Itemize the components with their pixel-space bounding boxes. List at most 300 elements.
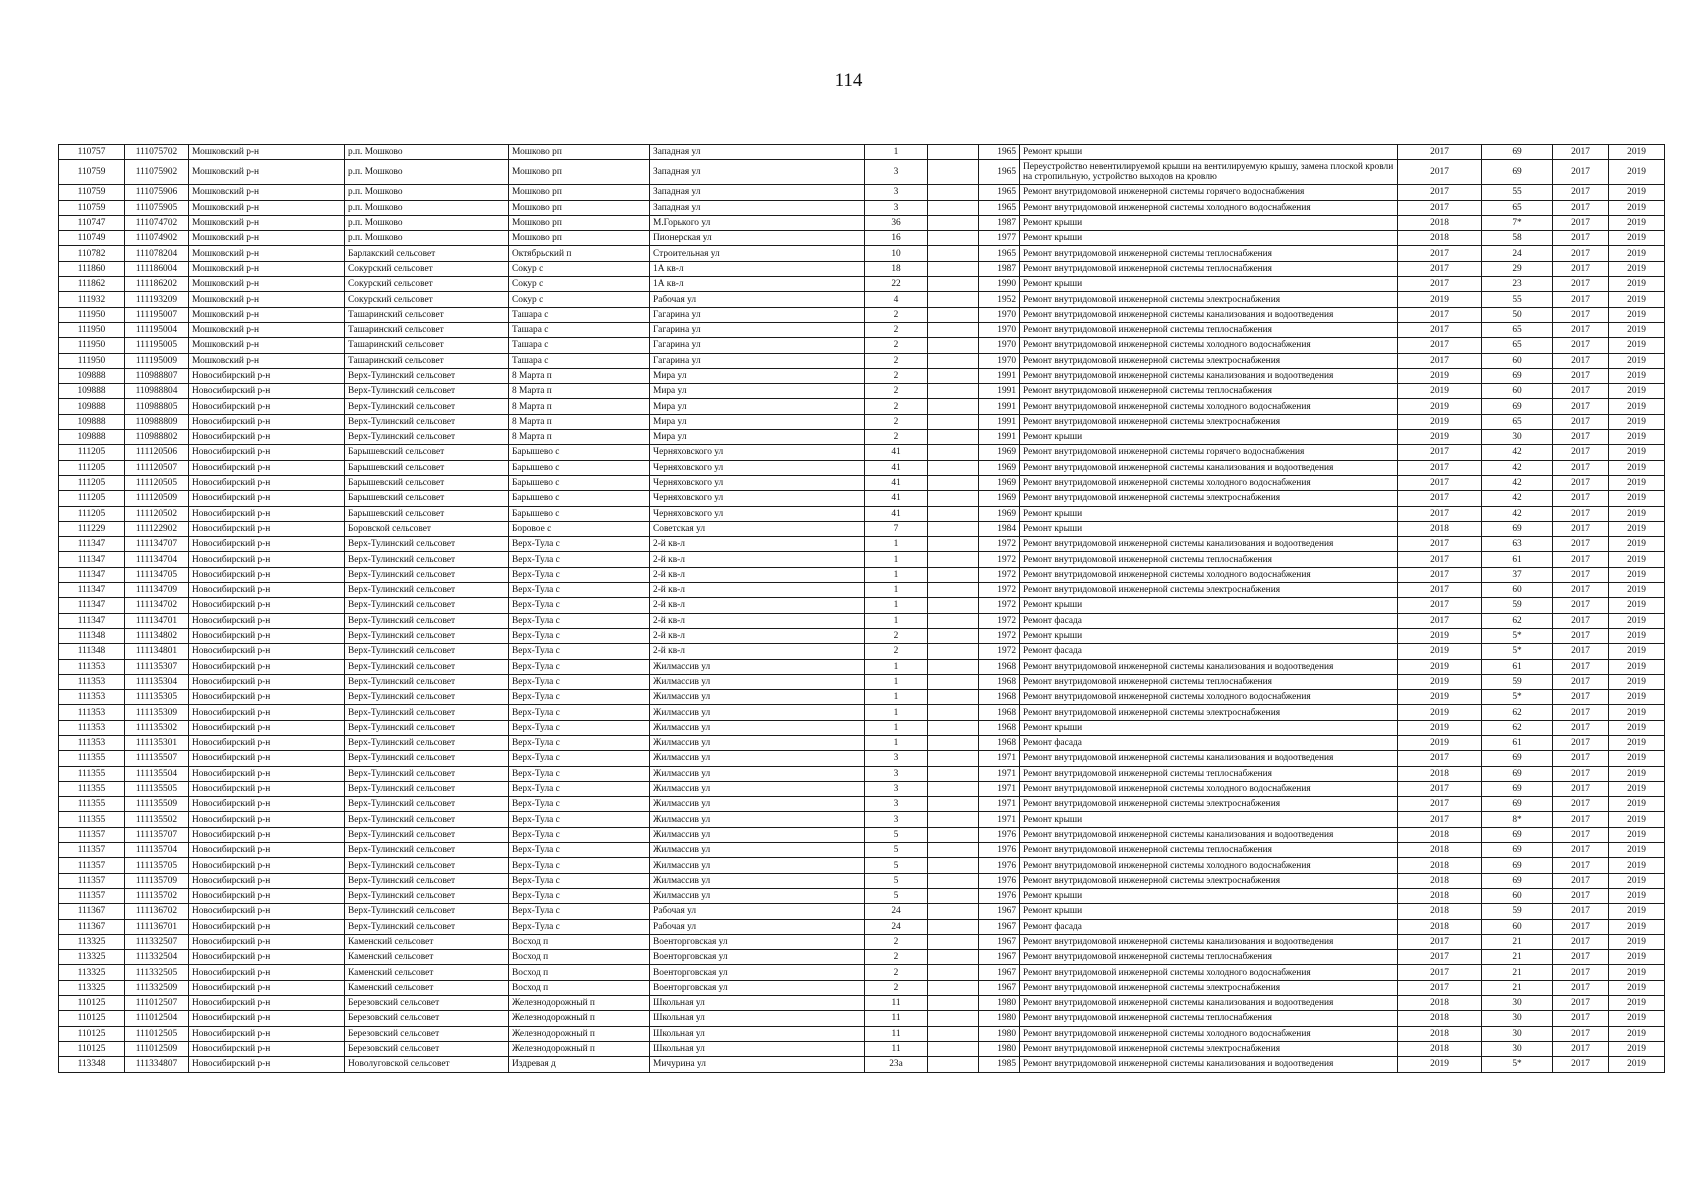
cell-build-year: 1972 bbox=[979, 613, 1020, 628]
cell-period-start: 2017 bbox=[1553, 1057, 1609, 1072]
cell-house-number: 5 bbox=[865, 827, 928, 842]
cell-district: Новосибирский р-н bbox=[189, 399, 345, 414]
cell-work-id: 111120509 bbox=[125, 491, 189, 506]
cell-building bbox=[928, 231, 979, 246]
cell-street: Школьная ул bbox=[650, 996, 865, 1011]
cell-settlement: Ташара с bbox=[509, 338, 650, 353]
cell-district: Новосибирский р-н bbox=[189, 567, 345, 582]
cell-house-id: 113325 bbox=[59, 934, 125, 949]
cell-plan-year: 2019 bbox=[1398, 690, 1482, 705]
cell-plan-year: 2019 bbox=[1398, 384, 1482, 399]
table-row bbox=[59, 950, 1665, 965]
cell-house-id: 111205 bbox=[59, 445, 125, 460]
cell-plan-year: 2018 bbox=[1398, 996, 1482, 1011]
cell-building bbox=[928, 628, 979, 643]
cell-building bbox=[928, 261, 979, 276]
cell-building bbox=[928, 552, 979, 567]
cell-work-type: Ремонт внутридомовой инженерной системы теплоснабжения bbox=[1020, 950, 1398, 965]
cell-house-number: 2 bbox=[865, 368, 928, 383]
cell-plan-year: 2018 bbox=[1398, 766, 1482, 781]
cell-municipality: Сокурский сельсовет bbox=[345, 277, 509, 292]
cell-settlement: Ташара с bbox=[509, 322, 650, 337]
cell-period-start: 2017 bbox=[1553, 537, 1609, 552]
cell-period-end: 2019 bbox=[1609, 888, 1665, 903]
cell-period-start: 2017 bbox=[1553, 812, 1609, 827]
cell-house-id: 113325 bbox=[59, 950, 125, 965]
cell-settlement: Верх-Тула с bbox=[509, 583, 650, 598]
cell-street: Жилмассив ул bbox=[650, 751, 865, 766]
cell-work-type: Ремонт внутридомовой инженерной системы канализования и водоотведения bbox=[1020, 827, 1398, 842]
cell-wear-percent: 50 bbox=[1482, 307, 1553, 322]
cell-build-year: 1980 bbox=[979, 1026, 1020, 1041]
cell-building bbox=[928, 215, 979, 230]
cell-building bbox=[928, 185, 979, 200]
cell-plan-year: 2017 bbox=[1398, 781, 1482, 796]
cell-build-year: 1967 bbox=[979, 965, 1020, 980]
cell-municipality: Верх-Тулинский сельсовет bbox=[345, 888, 509, 903]
table-row bbox=[59, 996, 1665, 1011]
cell-building bbox=[928, 873, 979, 888]
cell-work-type: Ремонт внутридомовой инженерной системы канализования и водоотведения bbox=[1020, 996, 1398, 1011]
cell-district: Новосибирский р-н bbox=[189, 797, 345, 812]
cell-wear-percent: 69 bbox=[1482, 858, 1553, 873]
table-row bbox=[59, 292, 1665, 307]
cell-district: Новосибирский р-н bbox=[189, 1041, 345, 1056]
cell-settlement: 8 Марта п bbox=[509, 399, 650, 414]
cell-build-year: 1987 bbox=[979, 261, 1020, 276]
cell-build-year: 1971 bbox=[979, 781, 1020, 796]
cell-district: Мошковский р-н bbox=[189, 231, 345, 246]
cell-street: Жилмассив ул bbox=[650, 873, 865, 888]
cell-house-number: 18 bbox=[865, 261, 928, 276]
cell-settlement: Восход п bbox=[509, 980, 650, 995]
cell-street: 2-й кв-л bbox=[650, 598, 865, 613]
cell-house-id: 110757 bbox=[59, 145, 125, 160]
cell-house-number: 1 bbox=[865, 659, 928, 674]
cell-period-end: 2019 bbox=[1609, 353, 1665, 368]
cell-building bbox=[928, 430, 979, 445]
cell-period-end: 2019 bbox=[1609, 521, 1665, 536]
cell-district: Новосибирский р-н bbox=[189, 368, 345, 383]
cell-period-end: 2019 bbox=[1609, 399, 1665, 414]
cell-period-end: 2019 bbox=[1609, 812, 1665, 827]
cell-settlement: Верх-Тула с bbox=[509, 858, 650, 873]
cell-work-type: Ремонт крыши bbox=[1020, 506, 1398, 521]
cell-municipality: Каменский сельсовет bbox=[345, 980, 509, 995]
cell-plan-year: 2017 bbox=[1398, 460, 1482, 475]
cell-municipality: Новолуговской сельсовет bbox=[345, 1057, 509, 1072]
cell-house-id: 111357 bbox=[59, 843, 125, 858]
cell-street: 1А кв-л bbox=[650, 277, 865, 292]
cell-street: М.Горького ул bbox=[650, 215, 865, 230]
cell-wear-percent: 59 bbox=[1482, 674, 1553, 689]
cell-work-type: Ремонт внутридомовой инженерной системы канализования и водоотведения bbox=[1020, 460, 1398, 475]
cell-district: Новосибирский р-н bbox=[189, 766, 345, 781]
cell-street: 2-й кв-л bbox=[650, 644, 865, 659]
cell-work-id: 111334807 bbox=[125, 1057, 189, 1072]
cell-period-start: 2017 bbox=[1553, 705, 1609, 720]
cell-district: Новосибирский р-н bbox=[189, 919, 345, 934]
cell-period-end: 2019 bbox=[1609, 873, 1665, 888]
cell-period-start: 2017 bbox=[1553, 996, 1609, 1011]
table-row bbox=[59, 215, 1665, 230]
cell-build-year: 1980 bbox=[979, 1041, 1020, 1056]
table-row bbox=[59, 888, 1665, 903]
cell-build-year: 1968 bbox=[979, 705, 1020, 720]
cell-build-year: 1976 bbox=[979, 843, 1020, 858]
cell-plan-year: 2017 bbox=[1398, 598, 1482, 613]
cell-street: Рабочая ул bbox=[650, 904, 865, 919]
cell-house-number: 3 bbox=[865, 160, 928, 185]
cell-period-end: 2019 bbox=[1609, 491, 1665, 506]
cell-build-year: 1965 bbox=[979, 200, 1020, 215]
cell-street: Военторговская ул bbox=[650, 934, 865, 949]
cell-work-type: Ремонт крыши bbox=[1020, 628, 1398, 643]
cell-wear-percent: 69 bbox=[1482, 160, 1553, 185]
cell-wear-percent: 30 bbox=[1482, 996, 1553, 1011]
cell-street: Рабочая ул bbox=[650, 292, 865, 307]
cell-district: Новосибирский р-н bbox=[189, 1057, 345, 1072]
cell-house-id: 111353 bbox=[59, 735, 125, 750]
cell-work-id: 111135505 bbox=[125, 781, 189, 796]
cell-period-end: 2019 bbox=[1609, 904, 1665, 919]
cell-house-id: 111862 bbox=[59, 277, 125, 292]
cell-house-id: 111353 bbox=[59, 674, 125, 689]
cell-house-id: 110125 bbox=[59, 996, 125, 1011]
cell-wear-percent: 62 bbox=[1482, 705, 1553, 720]
cell-wear-percent: 69 bbox=[1482, 781, 1553, 796]
cell-street: Гагарина ул bbox=[650, 353, 865, 368]
cell-house-number: 1 bbox=[865, 583, 928, 598]
cell-district: Мошковский р-н bbox=[189, 338, 345, 353]
cell-work-type: Переустройство невентилируемой крыши на вентилируемую крышу, замена плоской кровли на стропильную, устройство выходов на кровлю bbox=[1020, 160, 1398, 185]
cell-work-type: Ремонт внутридомовой инженерной системы холодного водоснабжения bbox=[1020, 338, 1398, 353]
cell-work-id: 111195007 bbox=[125, 307, 189, 322]
cell-work-id: 111012505 bbox=[125, 1026, 189, 1041]
cell-wear-percent: 42 bbox=[1482, 491, 1553, 506]
cell-building bbox=[928, 399, 979, 414]
cell-municipality: Каменский сельсовет bbox=[345, 934, 509, 949]
cell-period-end: 2019 bbox=[1609, 644, 1665, 659]
cell-work-type: Ремонт крыши bbox=[1020, 904, 1398, 919]
cell-period-end: 2019 bbox=[1609, 292, 1665, 307]
cell-period-start: 2017 bbox=[1553, 965, 1609, 980]
cell-settlement: Верх-Тула с bbox=[509, 644, 650, 659]
cell-municipality: Верх-Тулинский сельсовет bbox=[345, 766, 509, 781]
cell-wear-percent: 29 bbox=[1482, 261, 1553, 276]
cell-period-start: 2017 bbox=[1553, 368, 1609, 383]
cell-work-type: Ремонт фасада bbox=[1020, 613, 1398, 628]
table-row bbox=[59, 384, 1665, 399]
cell-house-number: 4 bbox=[865, 292, 928, 307]
cell-building bbox=[928, 445, 979, 460]
cell-district: Мошковский р-н bbox=[189, 292, 345, 307]
cell-district: Новосибирский р-н bbox=[189, 491, 345, 506]
table-row bbox=[59, 598, 1665, 613]
cell-house-id: 111950 bbox=[59, 322, 125, 337]
cell-district: Новосибирский р-н bbox=[189, 460, 345, 475]
cell-work-type: Ремонт внутридомовой инженерной системы электроснабжения bbox=[1020, 292, 1398, 307]
table-row bbox=[59, 1057, 1665, 1072]
cell-work-type: Ремонт внутридомовой инженерной системы канализования и водоотведения bbox=[1020, 1057, 1398, 1072]
cell-plan-year: 2017 bbox=[1398, 261, 1482, 276]
cell-wear-percent: 42 bbox=[1482, 506, 1553, 521]
cell-wear-percent: 55 bbox=[1482, 292, 1553, 307]
table-row bbox=[59, 1026, 1665, 1041]
cell-period-end: 2019 bbox=[1609, 934, 1665, 949]
cell-period-end: 2019 bbox=[1609, 720, 1665, 735]
cell-street: Западная ул bbox=[650, 160, 865, 185]
cell-street: Жилмассив ул bbox=[650, 735, 865, 750]
cell-street: Жилмассив ул bbox=[650, 843, 865, 858]
cell-period-start: 2017 bbox=[1553, 690, 1609, 705]
cell-plan-year: 2017 bbox=[1398, 797, 1482, 812]
cell-building bbox=[928, 843, 979, 858]
cell-district: Мошковский р-н bbox=[189, 246, 345, 261]
cell-house-number: 24 bbox=[865, 919, 928, 934]
cell-work-type: Ремонт внутридомовой инженерной системы теплоснабжения bbox=[1020, 766, 1398, 781]
cell-build-year: 1967 bbox=[979, 919, 1020, 934]
cell-building bbox=[928, 919, 979, 934]
cell-period-end: 2019 bbox=[1609, 781, 1665, 796]
cell-build-year: 1991 bbox=[979, 414, 1020, 429]
cell-period-end: 2019 bbox=[1609, 384, 1665, 399]
cell-house-number: 5 bbox=[865, 888, 928, 903]
cell-plan-year: 2019 bbox=[1398, 430, 1482, 445]
cell-period-end: 2019 bbox=[1609, 506, 1665, 521]
cell-plan-year: 2019 bbox=[1398, 705, 1482, 720]
cell-wear-percent: 58 bbox=[1482, 231, 1553, 246]
cell-work-id: 111332507 bbox=[125, 934, 189, 949]
cell-settlement: Сокур с bbox=[509, 292, 650, 307]
cell-street: Черняховского ул bbox=[650, 491, 865, 506]
cell-period-end: 2019 bbox=[1609, 261, 1665, 276]
cell-wear-percent: 61 bbox=[1482, 552, 1553, 567]
cell-period-start: 2017 bbox=[1553, 797, 1609, 812]
cell-wear-percent: 65 bbox=[1482, 414, 1553, 429]
cell-period-start: 2017 bbox=[1553, 735, 1609, 750]
cell-period-start: 2017 bbox=[1553, 720, 1609, 735]
cell-house-id: 110747 bbox=[59, 215, 125, 230]
cell-building bbox=[928, 1057, 979, 1072]
cell-municipality: Каменский сельсовет bbox=[345, 950, 509, 965]
cell-municipality: Сокурский сельсовет bbox=[345, 292, 509, 307]
table-row bbox=[59, 751, 1665, 766]
cell-municipality: Барышевский сельсовет bbox=[345, 475, 509, 490]
cell-house-number: 23а bbox=[865, 1057, 928, 1072]
cell-street: Жилмассив ул bbox=[650, 674, 865, 689]
cell-period-start: 2017 bbox=[1553, 430, 1609, 445]
cell-building bbox=[928, 950, 979, 965]
cell-street: Школьная ул bbox=[650, 1011, 865, 1026]
cell-work-type: Ремонт крыши bbox=[1020, 231, 1398, 246]
cell-wear-percent: 5* bbox=[1482, 1057, 1553, 1072]
cell-settlement: Верх-Тула с bbox=[509, 552, 650, 567]
cell-work-type: Ремонт внутридомовой инженерной системы теплоснабжения bbox=[1020, 1011, 1398, 1026]
cell-settlement: Верх-Тула с bbox=[509, 674, 650, 689]
cell-wear-percent: 8* bbox=[1482, 812, 1553, 827]
cell-period-start: 2017 bbox=[1553, 873, 1609, 888]
cell-settlement: Барышево с bbox=[509, 506, 650, 521]
cell-plan-year: 2017 bbox=[1398, 812, 1482, 827]
table-row bbox=[59, 445, 1665, 460]
cell-work-id: 111135709 bbox=[125, 873, 189, 888]
cell-plan-year: 2017 bbox=[1398, 491, 1482, 506]
cell-period-end: 2019 bbox=[1609, 705, 1665, 720]
cell-period-start: 2017 bbox=[1553, 751, 1609, 766]
cell-municipality: Каменский сельсовет bbox=[345, 965, 509, 980]
table-row bbox=[59, 475, 1665, 490]
cell-build-year: 1976 bbox=[979, 888, 1020, 903]
cell-work-id: 111135707 bbox=[125, 827, 189, 842]
cell-district: Мошковский р-н bbox=[189, 277, 345, 292]
cell-settlement: Верх-Тула с bbox=[509, 888, 650, 903]
cell-work-id: 111186202 bbox=[125, 277, 189, 292]
cell-house-id: 111950 bbox=[59, 307, 125, 322]
cell-work-id: 111134704 bbox=[125, 552, 189, 567]
cell-plan-year: 2019 bbox=[1398, 644, 1482, 659]
cell-plan-year: 2017 bbox=[1398, 246, 1482, 261]
cell-house-number: 5 bbox=[865, 873, 928, 888]
cell-house-id: 111357 bbox=[59, 888, 125, 903]
cell-house-id: 109888 bbox=[59, 384, 125, 399]
cell-wear-percent: 69 bbox=[1482, 843, 1553, 858]
cell-build-year: 1965 bbox=[979, 246, 1020, 261]
cell-building bbox=[928, 659, 979, 674]
cell-period-end: 2019 bbox=[1609, 552, 1665, 567]
cell-settlement: Верх-Тула с bbox=[509, 919, 650, 934]
table-row bbox=[59, 552, 1665, 567]
cell-settlement: 8 Марта п bbox=[509, 384, 650, 399]
cell-house-id: 111229 bbox=[59, 521, 125, 536]
cell-wear-percent: 69 bbox=[1482, 751, 1553, 766]
cell-settlement: Верх-Тула с bbox=[509, 781, 650, 796]
cell-period-start: 2017 bbox=[1553, 160, 1609, 185]
cell-municipality: Верх-Тулинский сельсовет bbox=[345, 797, 509, 812]
cell-work-id: 111135302 bbox=[125, 720, 189, 735]
cell-work-id: 110988802 bbox=[125, 430, 189, 445]
cell-work-id: 111122902 bbox=[125, 521, 189, 536]
cell-plan-year: 2018 bbox=[1398, 904, 1482, 919]
cell-house-number: 41 bbox=[865, 475, 928, 490]
cell-street: 2-й кв-л bbox=[650, 567, 865, 582]
cell-street: Черняховского ул bbox=[650, 506, 865, 521]
cell-period-start: 2017 bbox=[1553, 145, 1609, 160]
cell-municipality: Верх-Тулинский сельсовет bbox=[345, 598, 509, 613]
cell-street: 2-й кв-л bbox=[650, 552, 865, 567]
cell-build-year: 1980 bbox=[979, 996, 1020, 1011]
table-row bbox=[59, 827, 1665, 842]
cell-build-year: 1987 bbox=[979, 215, 1020, 230]
cell-municipality: Верх-Тулинский сельсовет bbox=[345, 583, 509, 598]
table-row bbox=[59, 628, 1665, 643]
cell-house-number: 41 bbox=[865, 445, 928, 460]
cell-work-id: 111135704 bbox=[125, 843, 189, 858]
cell-house-number: 11 bbox=[865, 1026, 928, 1041]
table-row bbox=[59, 567, 1665, 582]
cell-period-start: 2017 bbox=[1553, 475, 1609, 490]
cell-period-end: 2019 bbox=[1609, 690, 1665, 705]
cell-work-id: 111075905 bbox=[125, 200, 189, 215]
cell-plan-year: 2018 bbox=[1398, 843, 1482, 858]
cell-street: Мира ул bbox=[650, 399, 865, 414]
cell-settlement: Барышево с bbox=[509, 475, 650, 490]
cell-street: Гагарина ул bbox=[650, 322, 865, 337]
cell-period-end: 2019 bbox=[1609, 751, 1665, 766]
table-row bbox=[59, 583, 1665, 598]
table-row bbox=[59, 261, 1665, 276]
cell-district: Новосибирский р-н bbox=[189, 552, 345, 567]
cell-plan-year: 2019 bbox=[1398, 292, 1482, 307]
cell-build-year: 1990 bbox=[979, 277, 1020, 292]
page-number: 114 bbox=[834, 70, 863, 91]
cell-work-id: 111186004 bbox=[125, 261, 189, 276]
cell-house-number: 24 bbox=[865, 904, 928, 919]
cell-municipality: Верх-Тулинский сельсовет bbox=[345, 873, 509, 888]
cell-house-id: 110125 bbox=[59, 1026, 125, 1041]
cell-municipality: Верх-Тулинский сельсовет bbox=[345, 904, 509, 919]
cell-settlement: Издревая д bbox=[509, 1057, 650, 1072]
cell-build-year: 1971 bbox=[979, 812, 1020, 827]
cell-work-id: 111074902 bbox=[125, 231, 189, 246]
cell-municipality: Верх-Тулинский сельсовет bbox=[345, 430, 509, 445]
cell-house-id: 111347 bbox=[59, 552, 125, 567]
cell-street: Советская ул bbox=[650, 521, 865, 536]
cell-period-end: 2019 bbox=[1609, 307, 1665, 322]
cell-wear-percent: 65 bbox=[1482, 200, 1553, 215]
cell-work-id: 111195009 bbox=[125, 353, 189, 368]
cell-period-start: 2017 bbox=[1553, 781, 1609, 796]
cell-wear-percent: 30 bbox=[1482, 1026, 1553, 1041]
cell-build-year: 1991 bbox=[979, 399, 1020, 414]
cell-house-id: 111205 bbox=[59, 460, 125, 475]
cell-street: Гагарина ул bbox=[650, 307, 865, 322]
cell-period-end: 2019 bbox=[1609, 598, 1665, 613]
cell-building bbox=[928, 735, 979, 750]
cell-street: Военторговская ул bbox=[650, 980, 865, 995]
cell-period-start: 2017 bbox=[1553, 598, 1609, 613]
cell-work-type: Ремонт внутридомовой инженерной системы холодного водоснабжения bbox=[1020, 567, 1398, 582]
cell-street: Мира ул bbox=[650, 384, 865, 399]
cell-district: Новосибирский р-н bbox=[189, 996, 345, 1011]
cell-work-type: Ремонт внутридомовой инженерной системы холодного водоснабжения bbox=[1020, 781, 1398, 796]
cell-building bbox=[928, 567, 979, 582]
table-row bbox=[59, 705, 1665, 720]
cell-house-number: 10 bbox=[865, 246, 928, 261]
cell-building bbox=[928, 583, 979, 598]
cell-period-end: 2019 bbox=[1609, 475, 1665, 490]
cell-settlement: Ташара с bbox=[509, 353, 650, 368]
cell-street: Черняховского ул bbox=[650, 445, 865, 460]
cell-street: Черняховского ул bbox=[650, 475, 865, 490]
cell-house-number: 3 bbox=[865, 766, 928, 781]
cell-period-start: 2017 bbox=[1553, 200, 1609, 215]
cell-street: Жилмассив ул bbox=[650, 766, 865, 781]
table-row bbox=[59, 843, 1665, 858]
cell-municipality: Верх-Тулинский сельсовет bbox=[345, 919, 509, 934]
cell-municipality: Верх-Тулинский сельсовет bbox=[345, 628, 509, 643]
cell-municipality: Ташаринский сельсовет bbox=[345, 322, 509, 337]
cell-building bbox=[928, 521, 979, 536]
cell-work-id: 111120505 bbox=[125, 475, 189, 490]
cell-street: Западная ул bbox=[650, 145, 865, 160]
cell-work-id: 111078204 bbox=[125, 246, 189, 261]
cell-work-type: Ремонт крыши bbox=[1020, 812, 1398, 827]
cell-wear-percent: 24 bbox=[1482, 246, 1553, 261]
cell-building bbox=[928, 644, 979, 659]
cell-house-id: 110759 bbox=[59, 160, 125, 185]
cell-period-start: 2017 bbox=[1553, 904, 1609, 919]
